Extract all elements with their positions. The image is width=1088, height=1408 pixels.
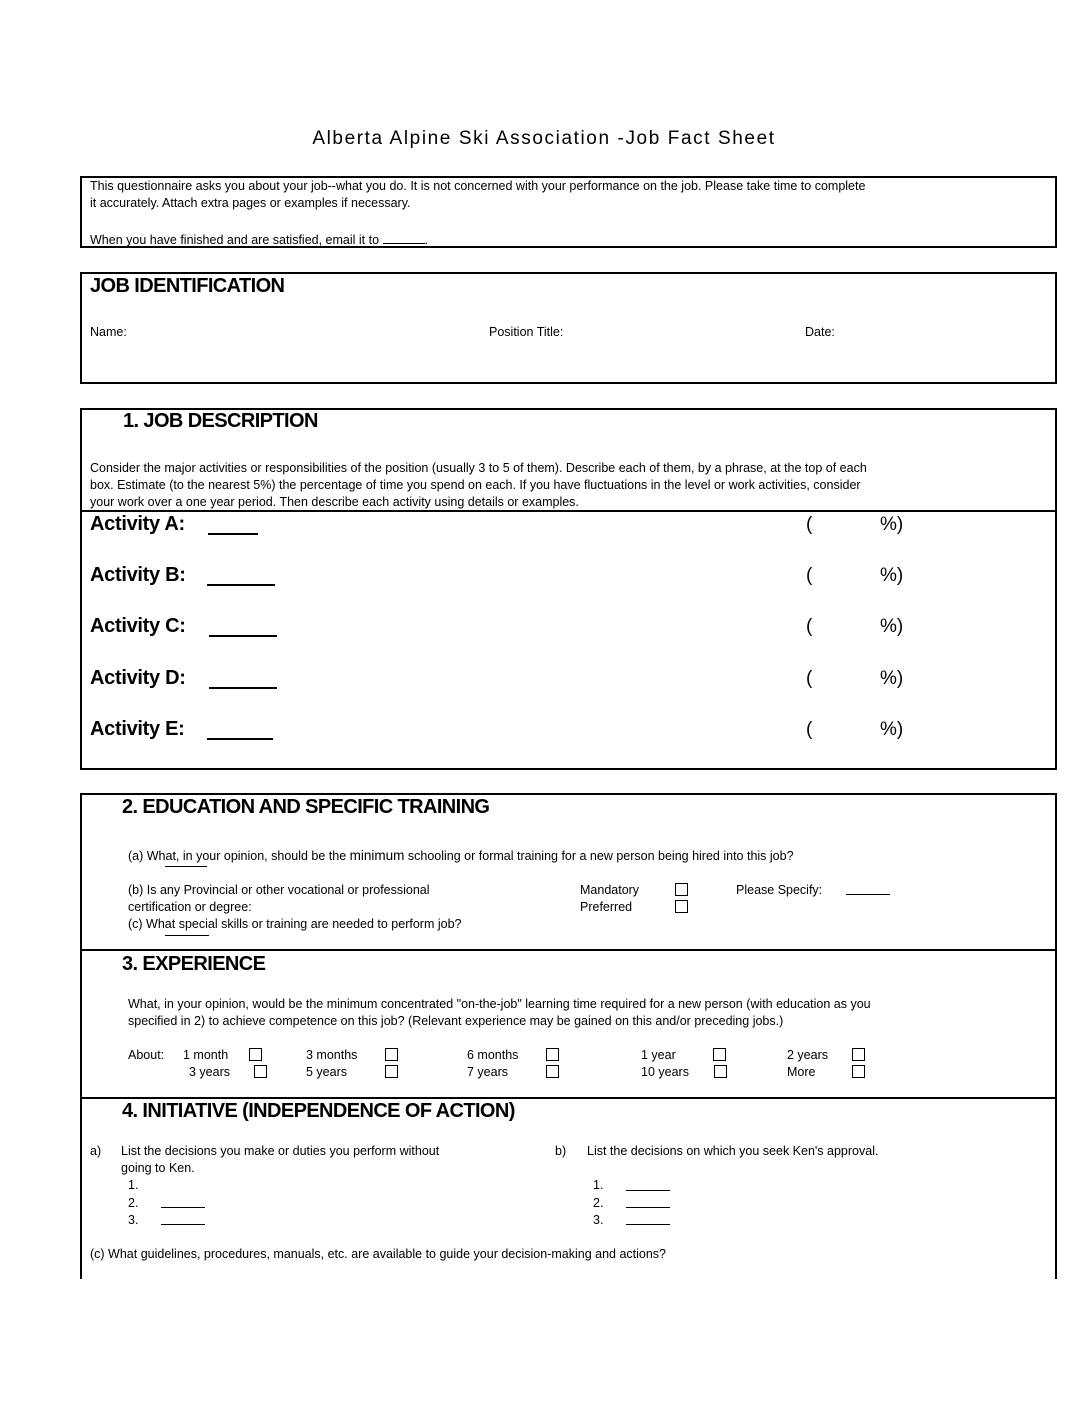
initiative-b-number-3: 3. bbox=[593, 1213, 604, 1227]
activity-c-open-paren: ( bbox=[806, 616, 813, 637]
education-answer-a-blank[interactable] bbox=[165, 866, 207, 867]
please-specify-label: Please Specify: bbox=[736, 883, 823, 897]
initiative-b-line1: List the decisions on which you seek Ken's approval. bbox=[587, 1144, 879, 1158]
mandatory-label: Mandatory bbox=[580, 883, 640, 897]
experience-question-line2: specified in 2) to achieve competence on this job? (Relevant experience may be gained on this and/or preceding jobs.) bbox=[128, 1014, 784, 1028]
education-answer-c-blank[interactable] bbox=[165, 935, 209, 936]
name-label[interactable]: Name: bbox=[90, 325, 127, 339]
initiative-b-number-2: 2. bbox=[593, 1196, 604, 1210]
activity-c-percent[interactable]: %) bbox=[880, 616, 904, 637]
initiative-a-line1: List the decisions you make or duties you perform without bbox=[121, 1144, 440, 1158]
date-label[interactable]: Date: bbox=[805, 325, 835, 339]
preferred-label: Preferred bbox=[580, 900, 633, 914]
activity-c-blank[interactable] bbox=[209, 635, 277, 637]
initiative-a-line2: going to Ken. bbox=[121, 1161, 195, 1175]
intro-line-2: it accurately. Attach extra pages or examples if necessary. bbox=[90, 196, 411, 210]
activity-d-label: Activity D: bbox=[90, 667, 186, 689]
about-label: About: bbox=[128, 1048, 165, 1062]
initiative-a-number-1: 1. bbox=[128, 1178, 139, 1192]
sections-left-border bbox=[80, 793, 82, 1279]
activity-e-open-paren: ( bbox=[806, 719, 813, 740]
job-description-divider bbox=[80, 510, 1057, 512]
option-7-years-checkbox[interactable] bbox=[546, 1065, 559, 1078]
job-description-instructions-1: Consider the major activities or responsibilities of the position (usually 3 to 5 of them). Describe each of them, by a phrase, at the top of each bbox=[90, 461, 867, 475]
option-10-years-label: 10 years bbox=[641, 1065, 689, 1079]
education-question-a-suffix: schooling or formal training for a new person being hired into this job? bbox=[404, 849, 794, 863]
preferred-checkbox[interactable] bbox=[675, 900, 688, 913]
education-heading: 2. EDUCATION AND SPECIFIC TRAINING bbox=[122, 796, 490, 818]
initiative-b-blank-3[interactable] bbox=[626, 1224, 670, 1225]
education-question-b-line2: certification or degree: bbox=[128, 900, 252, 914]
education-experience-divider bbox=[80, 949, 1057, 951]
education-question-a bbox=[128, 847, 794, 865]
job-description-heading: 1. JOB DESCRIPTION bbox=[123, 410, 318, 432]
option-5-years-label: 5 years bbox=[306, 1065, 347, 1079]
experience-heading: 3. EXPERIENCE bbox=[122, 953, 266, 975]
job-identification-heading: JOB IDENTIFICATION bbox=[90, 275, 285, 297]
initiative-b-marker: b) bbox=[555, 1144, 567, 1158]
option-3-years-label: 3 years bbox=[189, 1065, 230, 1079]
sections-right-border bbox=[1055, 793, 1057, 1279]
document-title: Alberta Alpine Ski Association -Job Fact Sheet bbox=[312, 128, 776, 149]
activity-a-open-paren: ( bbox=[806, 514, 813, 535]
experience-question-line1: What, in your opinion, would be the minimum concentrated "on-the-job" learning time required for a new person (with education as you bbox=[128, 997, 871, 1011]
activity-a-blank[interactable] bbox=[208, 533, 258, 535]
option-1-year-checkbox[interactable] bbox=[713, 1048, 726, 1061]
education-question-b-line1: (b) Is any Provincial or other vocational or professional bbox=[128, 883, 430, 897]
option-10-years-checkbox[interactable] bbox=[714, 1065, 727, 1078]
option-1-month-checkbox[interactable] bbox=[249, 1048, 262, 1061]
please-specify-blank[interactable] bbox=[846, 894, 890, 895]
intro-period: . bbox=[424, 233, 429, 247]
education-question-a-emphasis: minimum bbox=[349, 848, 405, 863]
initiative-a-number-3: 3. bbox=[128, 1213, 139, 1227]
option-7-years-label: 7 years bbox=[467, 1065, 508, 1079]
option-3-months-label: 3 months bbox=[306, 1048, 358, 1062]
intro-email-text: When you have finished and are satisfied, email it to bbox=[90, 233, 380, 247]
activity-a-percent[interactable]: %) bbox=[880, 514, 904, 535]
education-question-c: (c) What special skills or training are needed to perform job? bbox=[128, 917, 462, 931]
mandatory-checkbox[interactable] bbox=[675, 883, 688, 896]
option-more-checkbox[interactable] bbox=[852, 1065, 865, 1078]
option-1-year-label: 1 year bbox=[641, 1048, 676, 1062]
option-3-years-checkbox[interactable] bbox=[254, 1065, 267, 1078]
option-1-month-label: 1 month bbox=[183, 1048, 229, 1062]
activity-b-blank[interactable] bbox=[207, 584, 275, 586]
option-2-years-checkbox[interactable] bbox=[852, 1048, 865, 1061]
job-description-instructions-3: your work over a one year period. Then describe each activity using details or examples. bbox=[90, 495, 579, 509]
initiative-question-c: (c) What guidelines, procedures, manuals, etc. are available to guide your decision-making and actions? bbox=[90, 1247, 667, 1261]
activity-b-open-paren: ( bbox=[806, 565, 813, 586]
intro-line-1: This questionnaire asks you about your job--what you do. It is not concerned with your performance on the job. Please take time to complete bbox=[90, 179, 866, 193]
option-6-months-checkbox[interactable] bbox=[546, 1048, 559, 1061]
activity-a-label: Activity A: bbox=[90, 513, 185, 535]
initiative-heading: 4. INITIATIVE (INDEPENDENCE OF ACTION) bbox=[122, 1100, 515, 1122]
initiative-a-blank-3[interactable] bbox=[161, 1224, 205, 1225]
activity-d-blank[interactable] bbox=[209, 687, 277, 689]
position-title-label[interactable]: Position Title: bbox=[489, 325, 564, 339]
initiative-b-blank-2[interactable] bbox=[626, 1207, 670, 1208]
option-3-months-checkbox[interactable] bbox=[385, 1048, 398, 1061]
option-5-years-checkbox[interactable] bbox=[385, 1065, 398, 1078]
initiative-b-number-1: 1. bbox=[593, 1178, 604, 1192]
education-question-a-prefix: (a) What, in your opinion, should be the bbox=[128, 849, 350, 863]
activity-e-blank[interactable] bbox=[207, 738, 273, 740]
activity-c-label: Activity C: bbox=[90, 615, 186, 637]
initiative-a-number-2: 2. bbox=[128, 1196, 139, 1210]
activity-d-percent[interactable]: %) bbox=[880, 668, 904, 689]
experience-initiative-divider bbox=[80, 1097, 1057, 1099]
option-2-years-label: 2 years bbox=[787, 1048, 828, 1062]
intro-line-3 bbox=[90, 229, 428, 249]
activity-b-percent[interactable]: %) bbox=[880, 565, 904, 586]
job-description-instructions-2: box. Estimate (to the nearest 5%) the percentage of time you spend on each. If you have fluctuations in the level or work activities, consider bbox=[90, 478, 861, 492]
option-more-label: More bbox=[787, 1065, 816, 1079]
activity-d-open-paren: ( bbox=[806, 668, 813, 689]
activity-b-label: Activity B: bbox=[90, 564, 186, 586]
initiative-a-marker: a) bbox=[90, 1144, 102, 1158]
activity-e-label: Activity E: bbox=[90, 718, 185, 740]
initiative-b-blank-1[interactable] bbox=[626, 1190, 670, 1191]
email-blank-field[interactable] bbox=[383, 229, 425, 244]
option-6-months-label: 6 months bbox=[467, 1048, 519, 1062]
initiative-a-blank-2[interactable] bbox=[161, 1207, 205, 1208]
education-top-border bbox=[80, 793, 1057, 795]
activity-e-percent[interactable]: %) bbox=[880, 719, 904, 740]
